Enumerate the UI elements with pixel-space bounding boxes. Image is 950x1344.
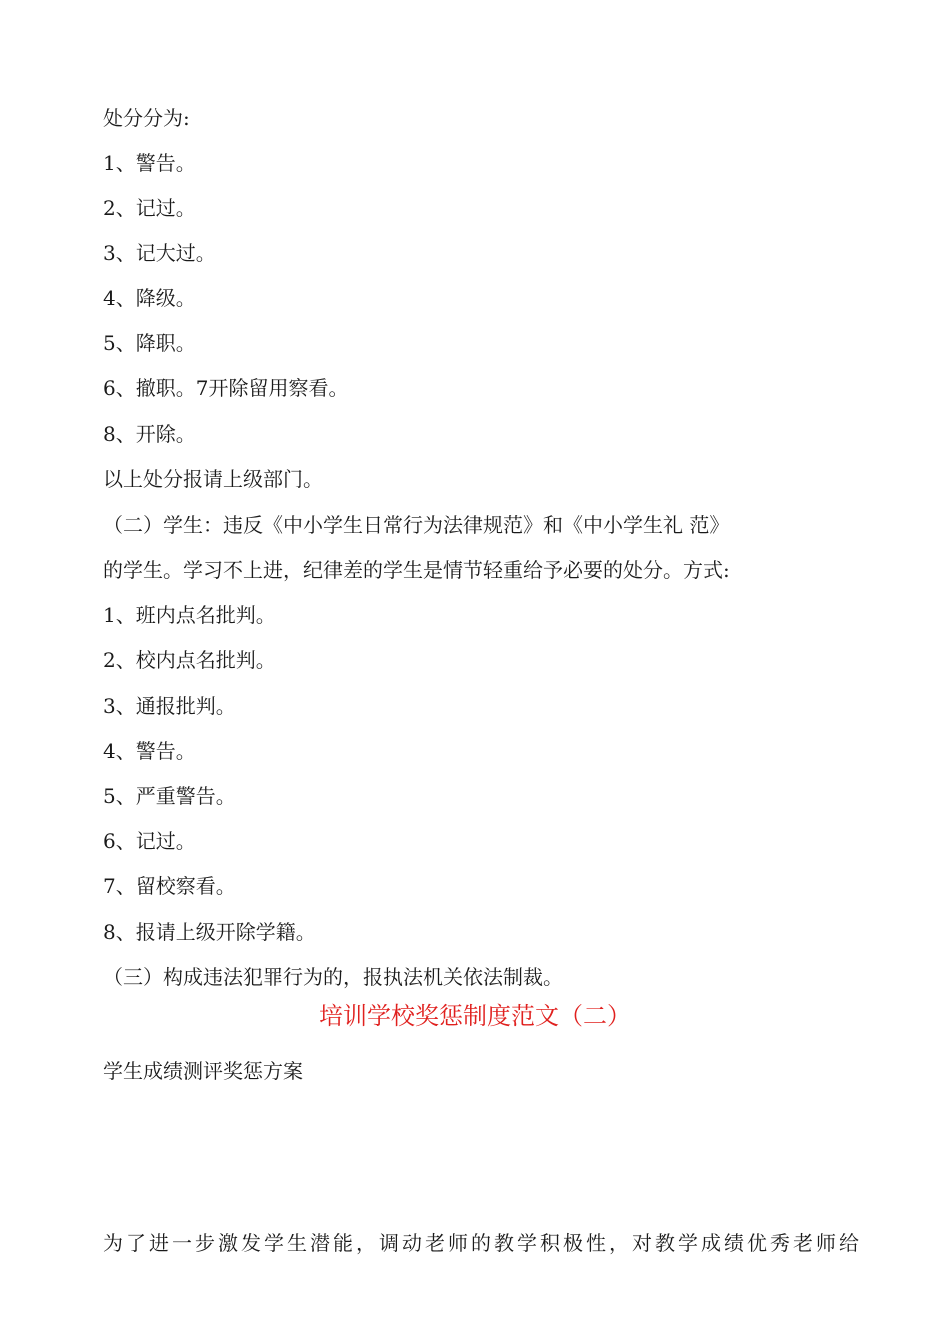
text-line: 3、记大过。	[103, 241, 216, 265]
paragraph-line: 为了进一步激发学生潜能，调动老师的教学积极性，对教学成绩优秀老师给	[103, 1231, 862, 1255]
text-line: 7、留校察看。	[103, 874, 236, 898]
text-line: 4、警告。	[103, 739, 196, 763]
text-line: （三）构成违法犯罪行为的，报执法机关依法制裁。	[103, 965, 563, 989]
text-line: 6、撤职。7开除留用察看。	[103, 376, 349, 400]
text-line: 1、班内点名批判。	[103, 603, 276, 627]
subtitle: 学生成绩测评奖惩方案	[103, 1059, 303, 1083]
text-line: （二）学生：违反《中小学生日常行为法律规范》和《中小学生礼 范》	[103, 513, 730, 537]
text-line: 5、降职。	[103, 331, 196, 355]
text-line: 以上处分报请上级部门。	[103, 467, 323, 491]
text-line: 处分分为:	[103, 106, 190, 130]
text-line: 1、警告。	[103, 151, 196, 175]
text-line: 4、降级。	[103, 286, 196, 310]
text-line: 2、校内点名批判。	[103, 648, 276, 672]
text-line: 的学生。学习不上进，纪律差的学生是情节轻重给予必要的处分。方式:	[103, 558, 730, 582]
text-line: 6、记过。	[103, 829, 196, 853]
text-line: 3、通报批判。	[103, 694, 236, 718]
text-line: 8、开除。	[103, 422, 196, 446]
section-title: 培训学校奖惩制度范文（二）	[319, 1002, 631, 1030]
text-line: 2、记过。	[103, 196, 196, 220]
text-line: 8、报请上级开除学籍。	[103, 920, 316, 944]
text-line: 5、严重警告。	[103, 784, 236, 808]
